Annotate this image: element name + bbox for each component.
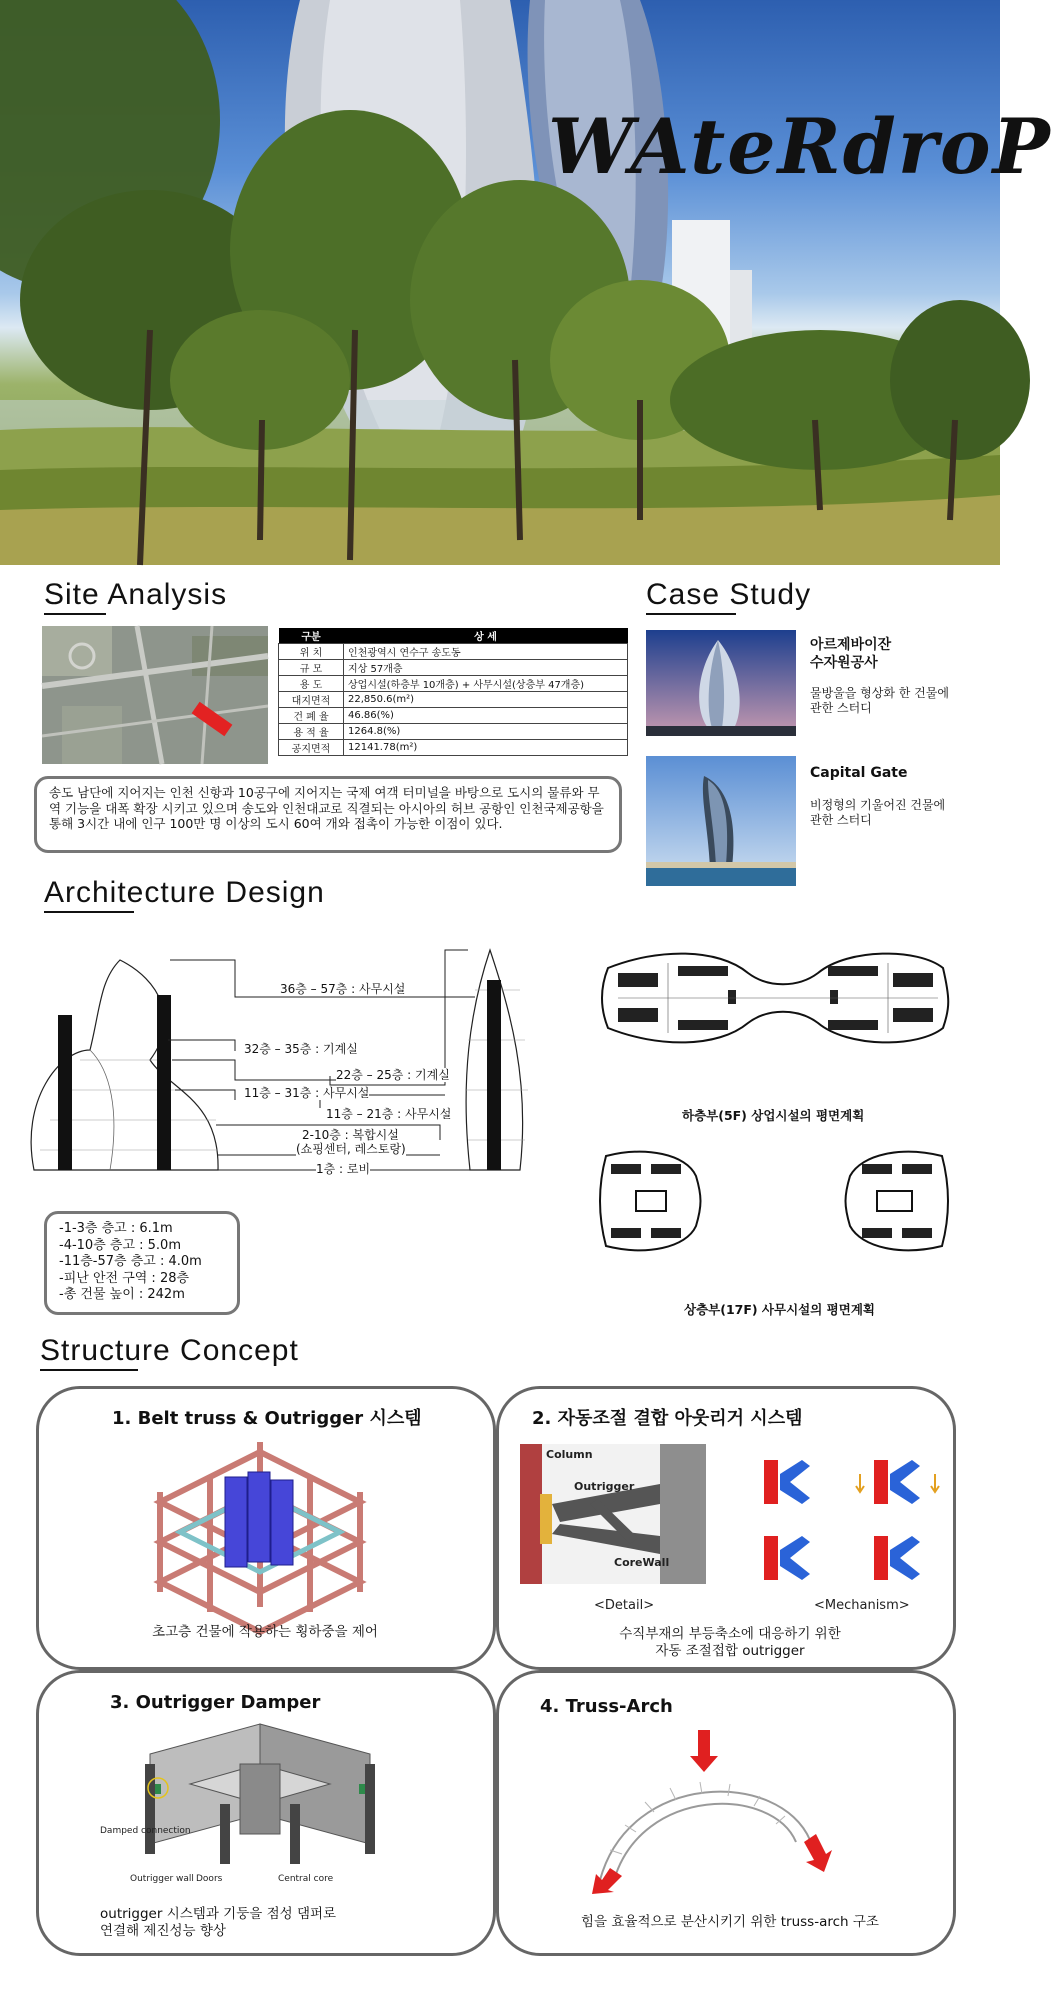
spec-line: -4-10층 층고 : 5.0m — [59, 1237, 181, 1253]
case-study-image-2 — [646, 756, 796, 886]
outrigger-mechanism-diagram — [740, 1454, 950, 1594]
table-cell: 지상 57개층 — [344, 660, 628, 676]
damper-label-damped-connection: Damped connection — [100, 1826, 191, 1836]
spec-line: -총 건물 높이 : 242m — [59, 1287, 185, 1302]
spec-line: -11층-57층 층고 : 4.0m — [59, 1254, 202, 1269]
table-header-row — [279, 628, 628, 644]
project-title: WAteRdroP — [548, 102, 1052, 191]
table-cell: 22,850.6(m²) — [344, 692, 628, 708]
table-row — [279, 692, 628, 708]
architecture-design-heading — [44, 876, 325, 910]
detail-label-corewall: CoreWall — [614, 1556, 670, 1569]
damper-label-doors: Doors — [196, 1874, 223, 1884]
outrigger-detail-diagram — [520, 1444, 706, 1584]
damper-label-outrigger-wall: Outrigger wall — [130, 1874, 194, 1884]
site-analysis-heading-text: Site Analysis — [44, 578, 228, 611]
concept-caption-1: 초고층 건물에 작용하는 횡하중을 제어 — [152, 1624, 378, 1640]
case-study-title-2: Capital Gate — [810, 765, 908, 781]
table-cell: 용 도 — [279, 676, 344, 692]
case-study-heading — [646, 578, 811, 612]
structure-concept-heading — [40, 1334, 299, 1368]
truss-arch-diagram — [580, 1730, 830, 1890]
upper-floor-plan-left — [596, 1146, 706, 1256]
structure-concept-heading-text: Structure Concept — [40, 1334, 299, 1367]
hero-render — [0, 0, 1052, 565]
case-study-heading-text: Case Study — [646, 578, 812, 611]
lower-plan-caption: 하층부(5F) 상업시설의 평면계획 — [682, 1108, 865, 1123]
table-cell: 46.86(%) — [344, 708, 628, 724]
building-specs — [44, 1211, 240, 1315]
table-row — [279, 644, 628, 660]
concept-title-4: 4. Truss-Arch — [540, 1696, 673, 1717]
table-row — [279, 676, 628, 692]
belt-truss-diagram — [140, 1432, 380, 1612]
upper-plan-caption: 상층부(17F) 사무시설의 평면계획 — [684, 1302, 875, 1317]
table-cell: 1264.8(%) — [344, 724, 628, 740]
outrigger-damper-diagram — [130, 1724, 380, 1874]
concept-title-3: 3. Outrigger Damper — [110, 1692, 321, 1713]
table-row — [279, 660, 628, 676]
concept-title-1: 1. Belt truss & Outrigger 시스템 — [112, 1408, 422, 1429]
spec-line: -1-3층 층고 : 6.1m — [59, 1221, 173, 1236]
case-study-desc-2: 비정형의 기울어진 건물에 관한 스터디 — [810, 798, 946, 827]
site-description: 송도 남단에 지어지는 인천 신항과 10공구에 지어지는 국제 여객 터미널을 바탕으로 도시의 물류와 무역 기능을 대폭 확장 시키고 있으며 송도와 인천대교로 직결되는 아시아의 허브 공항인 인천국제공항을 통해 3시간 내에 인구 100만 명 이상의 도시 60여 개와 접촉이 가능한 이점이 있다. — [34, 776, 622, 853]
spec-line: -피난 안전 구역 : 28층 — [59, 1270, 190, 1286]
floor-label-36-57: 36층 – 57층 : 사무시설 — [280, 982, 406, 996]
table-row — [279, 740, 628, 756]
site-aerial-map — [42, 626, 268, 764]
floor-label-22-25: 22층 – 25층 : 기계실 — [336, 1068, 450, 1082]
table-header: 상 세 — [344, 628, 628, 644]
concept-title-2: 2. 자동조절 결합 아웃리거 시스템 — [532, 1408, 803, 1429]
table-cell: 규 모 — [279, 660, 344, 676]
floor-label-32-35: 32층 – 35층 : 기계실 — [244, 1042, 358, 1056]
hero-illustration — [0, 0, 1000, 565]
table-cell: 위 치 — [279, 644, 344, 660]
detail-label-column: Column — [546, 1448, 593, 1461]
concept-caption-2: 수직부재의 부등축소에 대응하기 위한 자동 조절접합 outrigger — [619, 1626, 841, 1659]
table-row — [279, 724, 628, 740]
concept-caption-4: 힘을 효율적으로 분산시키기 위한 truss-arch 구조 — [581, 1914, 879, 1930]
table-cell: 인천광역시 연수구 송도동 — [344, 644, 628, 660]
case-study-desc-1: 물방울을 형상화 한 건물에 관한 스터디 — [810, 686, 949, 715]
table-cell: 상업시설(하층부 10개층) + 사무시설(상층부 47개층) — [344, 676, 628, 692]
case-study-image-1 — [646, 630, 796, 736]
floor-label-1: 1층 : 로비 — [316, 1162, 371, 1176]
table-row — [279, 708, 628, 724]
concept-caption-3: outrigger 시스템과 기둥을 점성 댐퍼로 연결해 제진성능 향상 — [100, 1906, 337, 1939]
table-cell: 용 적 율 — [279, 724, 344, 740]
upper-floor-plan-right — [832, 1146, 952, 1256]
mechanism-sub-label: <Mechanism> — [814, 1598, 910, 1613]
damper-label-central-core: Central core — [278, 1874, 334, 1884]
table-cell: 건 폐 율 — [279, 708, 344, 724]
lower-floor-plan — [598, 948, 950, 1048]
architecture-design-heading-text: Architecture Design — [44, 876, 325, 909]
floor-label-2-10-detail: (쇼핑센터, 레스토랑) — [296, 1142, 406, 1156]
detail-label-outrigger: Outrigger — [574, 1480, 635, 1493]
table-cell: 대지면적 — [279, 692, 344, 708]
detail-sub-label: <Detail> — [594, 1598, 655, 1613]
table-cell: 공지면적 — [279, 740, 344, 756]
floor-label-2-10: 2-10층 : 복합시설 — [302, 1128, 399, 1142]
site-analysis-heading — [44, 578, 227, 612]
floor-label-11-31: 11층 – 31층 : 사무시설 — [244, 1086, 370, 1100]
case-study-title-1: 아르제바이잔 수자원공사 — [810, 637, 892, 671]
table-header: 구분 — [279, 628, 344, 644]
site-info-table — [278, 628, 628, 756]
table-cell: 12141.78(m²) — [344, 740, 628, 756]
floor-label-11-21: 11층 – 21층 : 사무시설 — [326, 1107, 452, 1121]
